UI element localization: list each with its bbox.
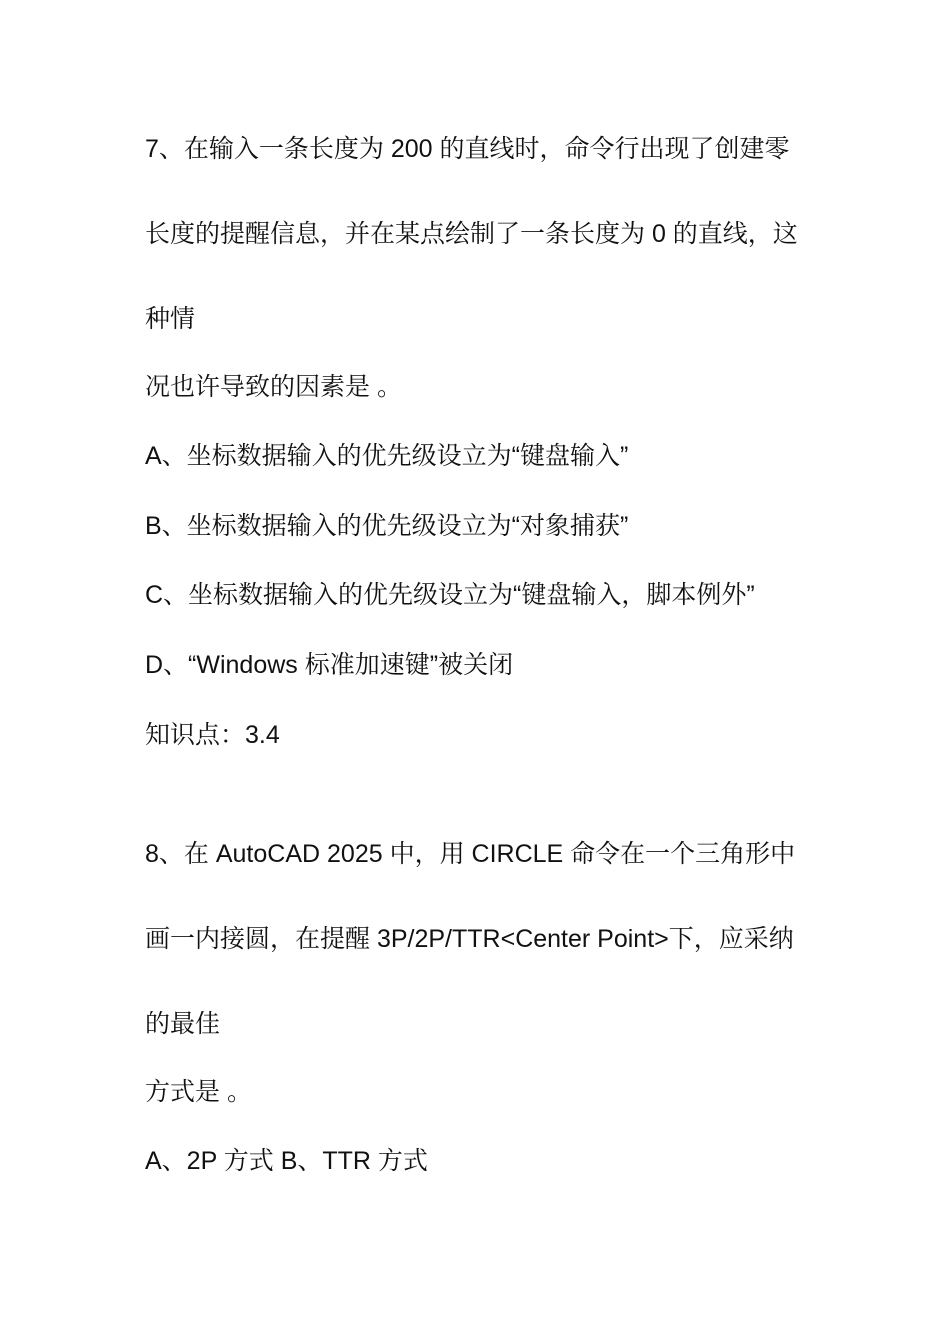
question-8-text-line-3: 的最佳 (145, 1010, 221, 1038)
question-8-text-line-1: 8、在 AutoCAD 2025 中，用 CIRCLE 命令在一个三角形中 (145, 840, 796, 868)
question-7-option-c: C、坐标数据输入的优先级设立为“键盘输入，脚本例外” (145, 581, 755, 609)
question-8-options: A、2P 方式 B、TTR 方式 (145, 1147, 428, 1175)
question-7-text-line-4: 况也许导致的因素是 。 (145, 373, 402, 401)
question-7-option-d: D、“Windows 标准加速键”被关闭 (145, 651, 514, 679)
question-7-text-line-3: 种情 (145, 305, 196, 333)
question-7-knowledge-point: 知识点：3.4 (145, 721, 280, 749)
question-8-text-line-2: 画一内接圆，在提醒 3P/2P/TTR<Center Point>下，应采纳 (145, 925, 794, 953)
question-7-text-line-1: 7、在输入一条长度为 200 的直线时，命令行出现了创建零 (145, 135, 790, 163)
question-7-option-a: A、坐标数据输入的优先级设立为“键盘输入” (145, 442, 629, 470)
question-7-text-line-2: 长度的提醒信息，并在某点绘制了一条长度为 0 的直线，这 (145, 220, 798, 248)
question-7-option-b: B、坐标数据输入的优先级设立为“对象捕获” (145, 512, 629, 540)
question-8-text-line-4: 方式是 。 (145, 1078, 252, 1106)
